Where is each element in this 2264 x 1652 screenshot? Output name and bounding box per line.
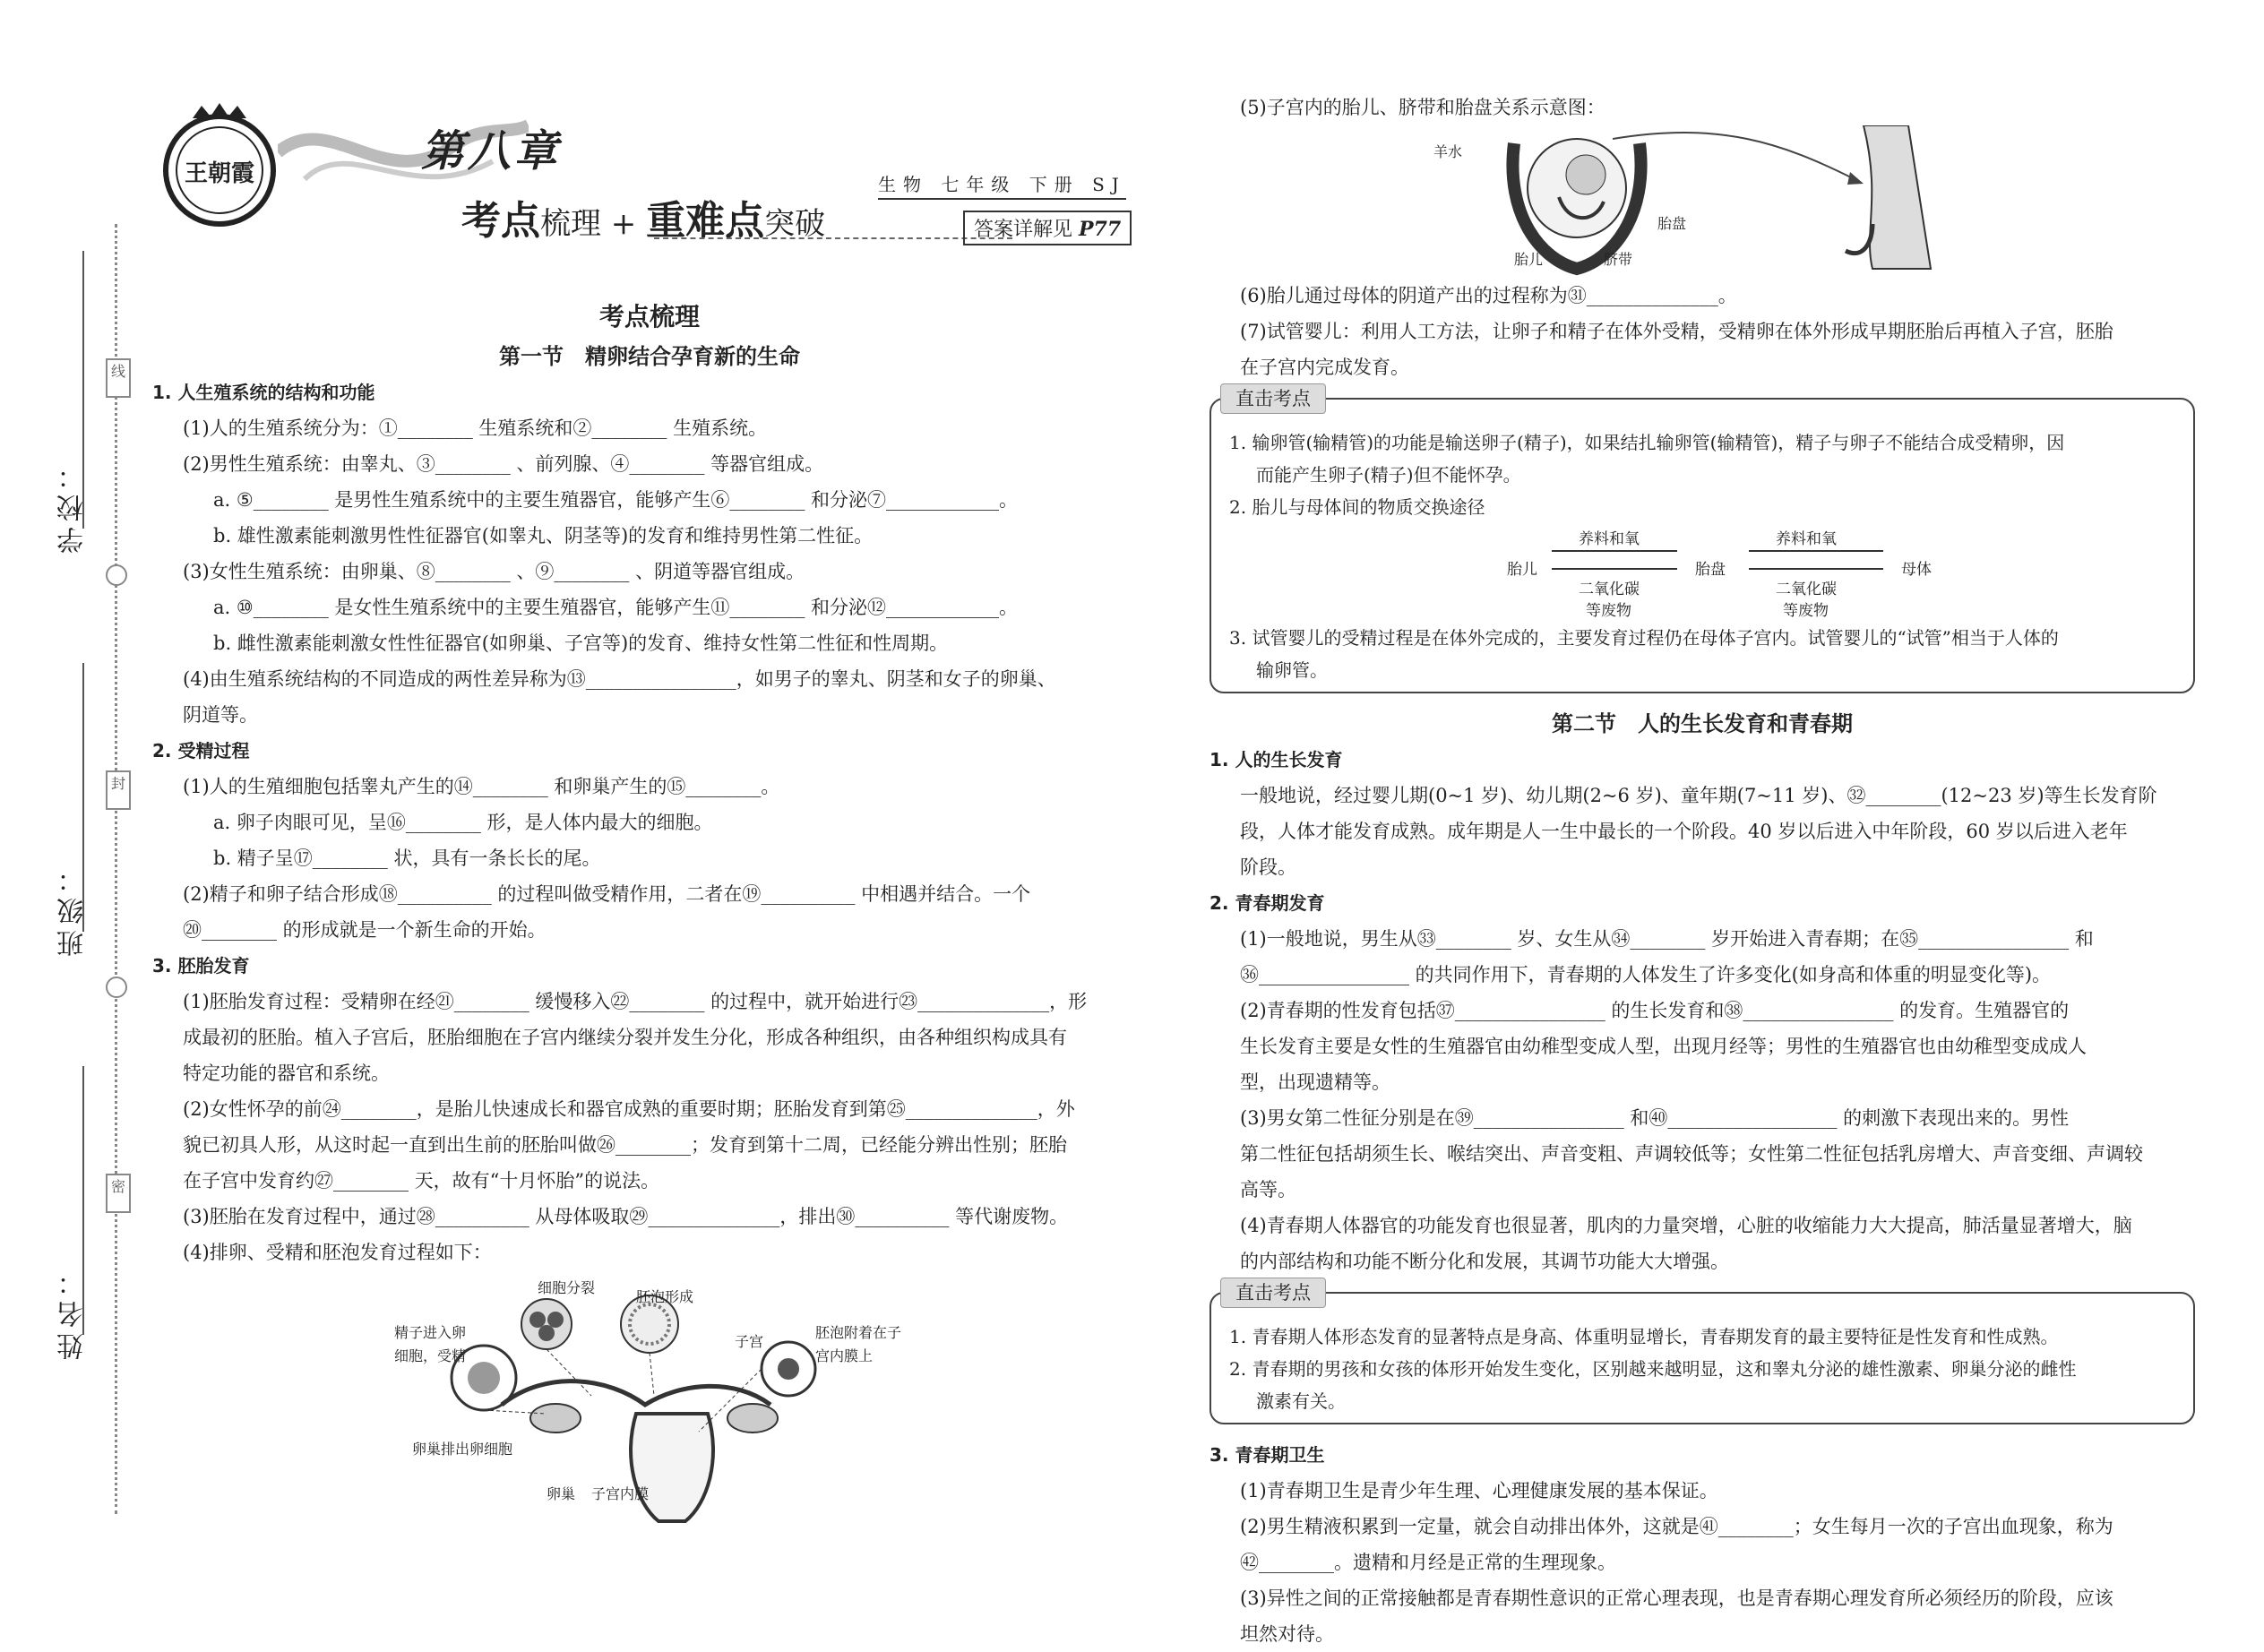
text-line: (2)男性生殖系统：由睾丸、③________ 、前列腺、④________ 等器官组成。 (183, 453, 824, 475)
logo-text: 王朝霞 (184, 160, 255, 187)
text-line: 在子宫中发育约㉗________ 天，故有“十月怀胎”的说法。 (183, 1170, 660, 1192)
seal-mark-dense: 密 (106, 1174, 131, 1213)
binding-hole (106, 977, 127, 998)
flow-label: 二氧化碳 (1579, 581, 1640, 598)
exchange-flow (1229, 523, 2175, 622)
key-point: 输卵管。 (1256, 659, 1328, 681)
key-points-box (1209, 1282, 2195, 1424)
topic-heading: 3. 胚胎发育 (152, 955, 250, 977)
text-line: 在子宫内完成发育。 (1240, 357, 1409, 378)
key-point: 而能产生卵子(精子)但不能怀孕。 (1256, 464, 1521, 486)
subtitle-part: 重难点 (646, 198, 765, 244)
fig-label: 卵巢排出卵细胞 (412, 1441, 513, 1458)
school-label: 学校： (57, 457, 89, 554)
flow-node: 母体 (1901, 561, 1932, 579)
binding-margin (0, 0, 134, 1603)
section-title: 第二节 人的生长发育和青春期 (1552, 710, 1853, 736)
key-point: 3. 试管婴儿的受精过程是在体外完成的，主要发育过程仍在母体子宫内。试管婴儿的“试管”相当于人体的 (1229, 627, 2059, 649)
arrow-line (1749, 550, 1883, 552)
subtitle-part: 突破 (764, 206, 826, 242)
fetus-diagram (1209, 125, 2195, 278)
fig-label: 胚泡形成 (636, 1288, 694, 1305)
text-line: (2)女性怀孕的前㉔________，是胎儿快速成长和器官成熟的重要时期；胚胎发育到第㉕______________，外 (183, 1098, 1075, 1120)
box-tag: 直击考点 (1220, 1278, 1326, 1308)
answer-page: P77 (1079, 218, 1122, 241)
arrow-line (1749, 568, 1883, 570)
name-label: 姓名： (57, 1263, 89, 1360)
text-line: (6)胎儿通过母体的阴道产出的过程称为㉛______________。 (1240, 285, 1737, 306)
right-column (1209, 90, 2195, 1652)
box-tag: 直击考点 (1220, 383, 1326, 414)
fig-label: 宫内膜上 (815, 1347, 874, 1364)
answer-reference (963, 211, 1132, 245)
text-line: b. 精子呈⑰________ 状，具有一条长长的尾。 (213, 848, 601, 869)
topic-heading: 1. 人的生长发育 (1209, 749, 1343, 770)
text-line: (4)排卵、受精和胚泡发育过程如下： (183, 1242, 492, 1263)
text-line: (2)青春期的性发育包括㊲________________ 的生长发育和㊳________________ 的发育。生殖器官的 (1240, 1000, 2070, 1021)
fetus-illustration (1487, 125, 1935, 278)
text-line: (7)试管婴儿：利用人工方法，让卵子和精子在体外受精，受精卵在体外形成早期胚胎后再植入子宫，胚胎 (1240, 321, 2113, 342)
class-label: 班级： (57, 860, 89, 957)
text-line: (1)胚胎发育过程：受精卵在经㉑________ 缓慢移入㉒________ 的过程中，就开始进行㉓______________，形 (183, 991, 1088, 1012)
section-heading: 考点梳理 (598, 302, 700, 331)
page-header (152, 90, 1174, 269)
seal-mark-line: 线 (106, 358, 131, 398)
fig-label: 胚泡附着在子 (815, 1324, 902, 1341)
text-line: (2)男生精液积累到一定量，就会自动排出体外，这就是㊶________；女生每月一次的子宫出血现象，称为 (1240, 1516, 2113, 1537)
text-line: b. 雄性激素能刺激男性性征器官(如睾丸、阴茎等)的发育和维持男性第二性征。 (213, 525, 874, 546)
text-line: (1)一般地说，男生从㉝________ 岁、女生从㉞________ 岁开始进入青春期；在㉟________________ 和 (1240, 928, 2094, 950)
text-line: 特定功能的器官和系统。 (183, 1063, 390, 1084)
flow-label: 养料和氧 (1776, 530, 1837, 548)
text-line: (4)青春期人体器官的功能发育也很显著，肌肉的力量突增，心脏的收缩能力大大提高，肺活量显著增大，脑 (1240, 1215, 2132, 1236)
fig-label: 精子进入卵 (394, 1324, 467, 1341)
header-divider (654, 237, 1012, 239)
text-line: 一般地说，经过婴儿期(0~1 岁)、幼儿期(2~6 岁)、童年期(7~11 岁)、㉜________(12~23 岁)等生长发育阶 (1240, 785, 2157, 806)
fig-label: 胎盘 (1657, 215, 1687, 232)
topic-heading: 3. 青春期卫生 (1209, 1444, 1325, 1466)
flow-node: 胎盘 (1695, 561, 1726, 579)
text-line: b. 雌性激素能刺激女性性征器官(如卵巢、子宫等)的发育、维持女性第二性征和性周期。 (213, 632, 949, 654)
left-column (152, 296, 1147, 1539)
text-line: (3)女性生殖系统：由卵巢、⑧________ 、⑨________ 、阴道等器官组成。 (183, 561, 805, 582)
topic-heading: 2. 青春期发育 (1209, 892, 1325, 914)
text-line: 第二性征包括胡须生长、喉结突出、声音变粗、声调较低等；女性第二性征包括乳房增大、声音变细、声调较 (1240, 1143, 2143, 1165)
seal-mark-seal: 封 (106, 770, 131, 810)
text-line: (3)男女第二性征分别是在㊴________________ 和㊵__________________ 的刺激下表现出来的。男性 (1240, 1107, 2070, 1129)
key-point: 激素有关。 (1256, 1390, 1346, 1412)
flow-label: 等废物 (1586, 602, 1631, 620)
text-line: a. ⑤________ 是男性生殖系统中的主要生殖器官，能够产生⑥________ 和分泌⑦____________。 (213, 489, 1019, 511)
text-line: 型，出现遗精等。 (1240, 1071, 1390, 1093)
answer-label: 答案详解见 (974, 219, 1073, 241)
section-title: 第一节 精卵结合孕育新的生命 (499, 343, 800, 369)
flow-node: 胎儿 (1507, 561, 1537, 579)
text-line: (2)精子和卵子结合形成⑱__________ 的过程叫做受精作用，二者在⑲__________ 中相遇并结合。一个 (183, 883, 1031, 905)
key-points-box (1209, 388, 2195, 693)
key-point: 1. 青春期人体形态发育的显著特点是身高、体重明显增长，青春期发育的最主要特征是性发育和性成熟。 (1229, 1326, 2059, 1347)
fig-label: 卵巢 (547, 1485, 576, 1502)
text-line: 阶段。 (1240, 856, 1296, 878)
text-line: 高等。 (1240, 1179, 1296, 1200)
fig-label: 子宫内膜 (591, 1485, 650, 1502)
flow-label: 等废物 (1783, 602, 1829, 620)
topic-heading: 1. 人生殖系统的结构和功能 (152, 382, 375, 403)
fig-label: 细胞，受精 (394, 1347, 467, 1364)
flow-label: 二氧化碳 (1776, 581, 1837, 598)
binding-hole (106, 564, 127, 586)
fig-label: 细胞分裂 (538, 1279, 596, 1296)
text-line: (3)胚胎在发育过程中，通过㉘__________ 从母体吸取㉙______________，排出㉚__________ 等代谢废物。 (183, 1206, 1069, 1227)
text-line: 的内部结构和功能不断分化和发展，其调节功能大大增强。 (1240, 1251, 1729, 1272)
flow-label: 养料和氧 (1579, 530, 1640, 548)
fig-label: 胎儿 (1514, 251, 1544, 268)
text-line: (1)青春期卫生是青少年生理、心理健康发展的基本保证。 (1240, 1480, 1718, 1501)
fig-label: 子宫 (735, 1333, 764, 1350)
fig-label: 羊水 (1433, 143, 1463, 160)
text-line: (4)由生殖系统结构的不同造成的两性差异称为⑬________________，如男子的睾丸、阴茎和女子的卵巢、 (183, 668, 1056, 690)
text-line: (1)人的生殖系统分为：①________ 生殖系统和②________ 生殖系统。 (183, 417, 768, 439)
key-point: 2. 胎儿与母体间的物质交换途径 (1229, 496, 1485, 518)
cut-line (115, 224, 117, 1514)
fig-label: 脐带 (1604, 251, 1633, 268)
course-meta: 生物 七年级 下册 SJ (878, 170, 1126, 200)
ovulation-diagram (152, 1270, 1147, 1539)
text-line: (3)异性之间的正常接触都是青春期性意识的正常心理表现，也是青春期心理发育所必须经历的阶段，应该 (1240, 1587, 2113, 1609)
text-line: 坦然对待。 (1240, 1623, 1334, 1645)
arrow-line (1552, 568, 1677, 570)
publisher-logo (152, 99, 287, 233)
topic-heading: 2. 受精过程 (152, 740, 250, 761)
text-line: 段，人体才能发育成熟。成年期是人一生中最长的一个阶段。40 岁以后进入中年阶段，60 岁以后进入老年 (1240, 821, 2128, 842)
text-line: a. 卵子肉眼可见，呈⑯________ 形，是人体内最大的细胞。 (213, 812, 713, 833)
key-point: 2. 青春期的男孩和女孩的体形开始发生变化，区别越来越明显，这和睾丸分泌的雄性激素、卵巢分泌的雌性 (1229, 1358, 2077, 1380)
text-line: (5)子宫内的胎儿、脐带和胎盘关系示意图： (1240, 97, 1605, 118)
text-line: (1)人的生殖细胞包括睾丸产生的⑭________ 和卵巢产生的⑮________。 (183, 776, 780, 797)
text-line: a. ⑩________ 是女性生殖系统中的主要生殖器官，能够产生⑪________ 和分泌⑫____________。 (213, 597, 1019, 618)
text-line: ㊷________。遗精和月经是正常的生理现象。 (1240, 1552, 1616, 1573)
text-line: ㊱________________ 的共同作用下，青春期的人体发生了许多变化(如身高和体重的明显变化等)。 (1240, 964, 2052, 985)
key-point: 1. 输卵管(输精管)的功能是输送卵子(精子)，如果结扎输卵管(输精管)，精子与卵子不能结合成受精卵，因 (1229, 432, 2065, 453)
text-line: 貌已初具人形，从这时起一直到出生前的胚胎叫做㉖________；发育到第十二周，已经能分辨出性别；胚胎 (183, 1134, 1067, 1156)
subtitle-part: 梳理 + (540, 206, 647, 242)
chapter-title: 第八章 (421, 126, 562, 176)
text-line: 生长发育主要是女性的生殖器官由幼稚型变成人型，出现月经等；男性的生殖器官也由幼稚型变成成人 (1240, 1036, 2087, 1057)
text-line: 阴道等。 (183, 704, 258, 726)
text-line: ⑳________ 的形成就是一个新生命的开始。 (183, 919, 547, 941)
arrow-line (1552, 550, 1677, 552)
subtitle-part: 考点 (461, 198, 540, 244)
text-line: 成最初的胚胎。植入子宫后，胚胎细胞在子宫内继续分裂并发生分化，形成各种组织，由各种组织构成具有 (183, 1027, 1067, 1048)
